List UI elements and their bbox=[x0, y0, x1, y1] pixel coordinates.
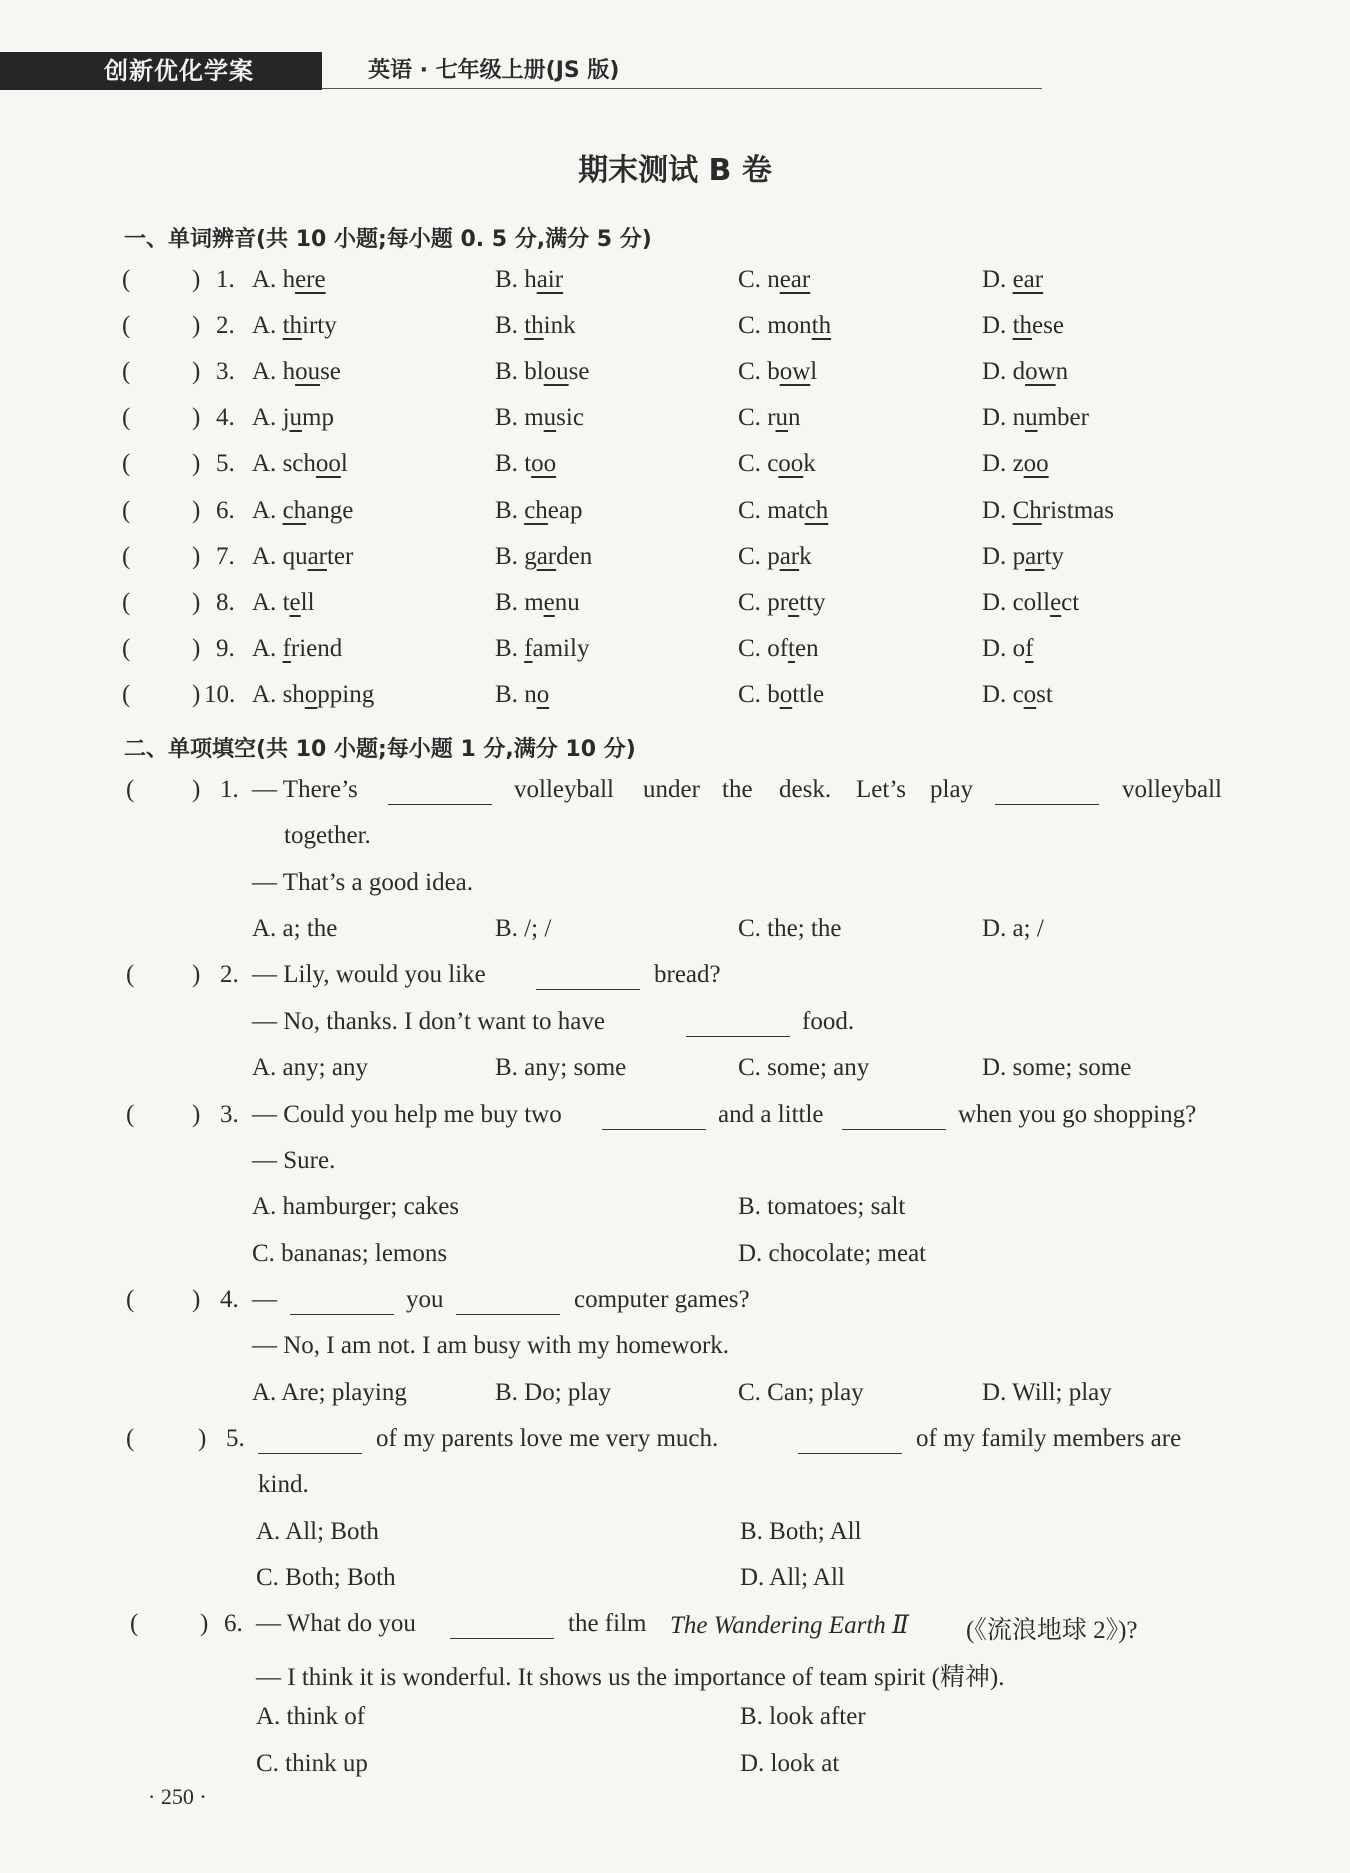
option-b[interactable] bbox=[495, 635, 589, 663]
underlined-letters: ou bbox=[295, 358, 321, 386]
option-letter: C. bbox=[738, 358, 768, 386]
option-d[interactable] bbox=[982, 404, 1089, 432]
option-letter: A. bbox=[252, 450, 283, 478]
underlined-letters: ar bbox=[536, 542, 557, 570]
underlined-letters: oo bbox=[778, 450, 804, 478]
answer-paren-open[interactable]: ( bbox=[122, 450, 131, 478]
underlined-letters: ch bbox=[804, 496, 829, 524]
option-b[interactable]: B. look after bbox=[740, 1703, 866, 1730]
option-d[interactable]: D. Will; play bbox=[982, 1379, 1112, 1406]
option-c[interactable] bbox=[738, 312, 831, 340]
option-c[interactable] bbox=[738, 358, 817, 386]
answer-blank[interactable] bbox=[258, 1431, 362, 1454]
option-b[interactable]: B. any; some bbox=[495, 1054, 627, 1081]
option-word: change bbox=[282, 496, 354, 524]
answer-paren-open[interactable]: ( bbox=[122, 588, 131, 616]
option-c[interactable]: C. some; any bbox=[738, 1054, 870, 1081]
option-letter: B. bbox=[495, 496, 525, 524]
option-letter: A. bbox=[252, 634, 283, 662]
underlined-letters: ear bbox=[1012, 266, 1044, 293]
option-word: run bbox=[767, 404, 801, 432]
option-word: cook bbox=[767, 450, 816, 478]
option-d[interactable] bbox=[982, 543, 1064, 571]
option-b[interactable] bbox=[495, 543, 592, 571]
option-letter: D. bbox=[982, 358, 1013, 386]
option-b[interactable] bbox=[495, 266, 563, 294]
option-a[interactable] bbox=[252, 266, 326, 294]
option-c[interactable] bbox=[738, 497, 828, 525]
option-word: menu bbox=[524, 588, 580, 616]
option-letter: A. bbox=[252, 496, 283, 524]
option-word: cheap bbox=[524, 496, 583, 524]
answer-paren-close: ) bbox=[192, 496, 201, 524]
option-a[interactable]: A. All; Both bbox=[256, 1518, 379, 1545]
header-rule bbox=[322, 88, 1042, 89]
question-number: 2. bbox=[216, 312, 235, 340]
question-number: 7. bbox=[216, 542, 235, 570]
option-letter: A. bbox=[252, 312, 283, 340]
page-title: 期末测试 B 卷 bbox=[578, 153, 772, 188]
option-word: garden bbox=[524, 542, 593, 570]
question-number: 9. bbox=[216, 634, 235, 662]
option-c[interactable]: C. think up bbox=[256, 1750, 368, 1777]
underlined-letters: ow bbox=[779, 358, 811, 386]
question-number: 3. bbox=[216, 358, 235, 386]
underlined-letters: th bbox=[524, 312, 544, 340]
question-number: 1. bbox=[216, 266, 235, 293]
option-b[interactable] bbox=[495, 312, 576, 340]
question-number: 4. bbox=[216, 404, 235, 432]
option-d[interactable]: D. chocolate; meat bbox=[738, 1240, 927, 1267]
option-letter: C. bbox=[738, 450, 768, 478]
underlined-letters: ch bbox=[524, 496, 548, 524]
option-word: bottle bbox=[767, 680, 825, 708]
page-header bbox=[0, 52, 1350, 90]
option-c[interactable] bbox=[738, 589, 826, 617]
underlined-letters: th bbox=[811, 312, 832, 340]
option-d[interactable] bbox=[982, 266, 1043, 294]
option-a[interactable] bbox=[252, 635, 342, 663]
option-word: blouse bbox=[524, 358, 590, 386]
answer-paren-close: ) bbox=[192, 680, 201, 708]
question-number: 10. bbox=[204, 680, 236, 708]
page-number: · 250 · bbox=[148, 1784, 207, 1809]
option-word: family bbox=[524, 634, 590, 662]
underlined-letters: o bbox=[1023, 680, 1037, 708]
option-word: of bbox=[1012, 634, 1034, 662]
option-c[interactable]: C. bananas; lemons bbox=[252, 1240, 448, 1267]
option-b[interactable]: B. Do; play bbox=[495, 1379, 611, 1406]
option-letter: A. bbox=[252, 404, 283, 432]
option-letter: C. bbox=[738, 542, 768, 570]
option-b[interactable]: B. Both; All bbox=[740, 1518, 862, 1545]
option-letter: D. bbox=[982, 266, 1013, 293]
option-word: party bbox=[1012, 542, 1064, 570]
option-word: school bbox=[282, 450, 348, 478]
option-letter: B. bbox=[495, 588, 525, 616]
option-word: shopping bbox=[282, 680, 375, 708]
answer-blank[interactable] bbox=[450, 1616, 554, 1639]
option-word: no bbox=[524, 680, 550, 708]
option-a[interactable] bbox=[252, 450, 348, 478]
option-word: tell bbox=[282, 588, 315, 616]
answer-blank[interactable] bbox=[456, 1292, 560, 1315]
answer-paren-open[interactable]: ( bbox=[122, 404, 131, 432]
option-d[interactable]: D. look at bbox=[740, 1750, 840, 1777]
underlined-letters: th bbox=[282, 312, 303, 340]
underlined-letters: oo bbox=[531, 450, 557, 478]
option-c[interactable] bbox=[738, 266, 810, 294]
option-letter: D. bbox=[982, 680, 1013, 708]
option-b[interactable] bbox=[495, 589, 580, 617]
question-number: 6. bbox=[216, 496, 235, 524]
option-letter: D. bbox=[982, 496, 1013, 524]
option-a[interactable] bbox=[252, 497, 353, 525]
underlined-letters: ch bbox=[282, 496, 307, 524]
option-letter: C. bbox=[738, 634, 768, 662]
option-letter: C. bbox=[738, 588, 768, 616]
answer-paren-close: ) bbox=[192, 588, 201, 616]
option-letter: B. bbox=[495, 358, 525, 386]
option-letter: A. bbox=[252, 588, 283, 616]
answer-blank[interactable] bbox=[536, 967, 640, 990]
answer-paren-close: ) bbox=[192, 266, 201, 293]
section-1-heading: 一、单词辨音(共 10 小题;每小题 0. 5 分,满分 5 分) bbox=[124, 227, 652, 252]
option-word: Christmas bbox=[1012, 496, 1114, 524]
answer-blank[interactable] bbox=[686, 1014, 790, 1037]
option-c[interactable]: C. the; the bbox=[738, 915, 842, 942]
underlined-letters: f bbox=[282, 634, 291, 662]
subject-title: 英语 · 七年级上册(JS 版) bbox=[368, 58, 620, 83]
option-letter: C. bbox=[738, 266, 768, 293]
answer-paren-open[interactable]: ( bbox=[122, 266, 131, 293]
option-letter: A. bbox=[252, 358, 283, 386]
underlined-letters: u bbox=[289, 404, 303, 432]
question-number: 8. bbox=[216, 588, 235, 616]
underlined-letters: ar bbox=[1025, 542, 1045, 570]
option-c[interactable] bbox=[738, 450, 816, 478]
option-d[interactable] bbox=[982, 497, 1114, 525]
option-a[interactable]: A. Are; playing bbox=[252, 1379, 407, 1406]
option-c[interactable] bbox=[738, 543, 812, 571]
answer-paren-close: ) bbox=[192, 404, 201, 432]
underlined-letters: ow bbox=[1025, 358, 1056, 386]
option-word: cost bbox=[1012, 680, 1053, 708]
underlined-letters: ar bbox=[779, 542, 800, 570]
underlined-letters: o bbox=[779, 680, 793, 708]
question-number: 5. bbox=[216, 450, 235, 478]
answer-paren-open[interactable]: ( bbox=[122, 680, 131, 708]
option-word: bowl bbox=[767, 358, 818, 386]
option-a[interactable] bbox=[252, 681, 374, 709]
option-b[interactable] bbox=[495, 404, 584, 432]
answer-blank[interactable] bbox=[290, 1292, 394, 1315]
underlined-letters: f bbox=[1025, 634, 1034, 662]
underlined-letters: ou bbox=[543, 358, 569, 386]
film-title: The Wandering Earth Ⅱ bbox=[670, 1612, 909, 1639]
option-word: music bbox=[524, 404, 584, 432]
answer-paren-open[interactable]: ( bbox=[122, 634, 131, 662]
underlined-letters: ear bbox=[779, 266, 811, 293]
option-d[interactable] bbox=[982, 358, 1068, 386]
underlined-letters: o bbox=[536, 680, 550, 708]
option-letter: D. bbox=[982, 312, 1013, 340]
option-letter: A. bbox=[252, 542, 283, 570]
answer-paren-close: ) bbox=[192, 542, 201, 570]
underlined-letters: f bbox=[524, 634, 533, 662]
answer-blank[interactable] bbox=[995, 782, 1099, 805]
option-word: zoo bbox=[1012, 450, 1049, 478]
option-c[interactable] bbox=[738, 635, 819, 663]
option-d[interactable] bbox=[982, 312, 1064, 340]
brand-banner: 创新优化学案 bbox=[0, 52, 322, 90]
option-letter: B. bbox=[495, 542, 525, 570]
option-letter: B. bbox=[495, 680, 525, 708]
option-c[interactable] bbox=[738, 681, 824, 709]
option-b[interactable]: B. /; / bbox=[495, 915, 552, 942]
option-letter: B. bbox=[495, 312, 525, 340]
underlined-letters: oo bbox=[1023, 450, 1049, 478]
exam-page: 创新优化学案 英语 · 七年级上册(JS 版) 期末测试 B 卷 一、单词辨音(共 10 小题;每小题 0. 5 分,满分 5 分) ( ) 1. A. here B. hair C. near D. ear ( ) 2. A. thirty B. think C. month D. these ( ) 3. A. house B. blouse C. bowl D. down ( ) 4. A. jump B. music C. run D. number ( ) 5. A. school B. too C. cook D. zoo ( ) 6. A. change B. cheap C. match D. Christmas ( ) 7. A. quarter B. garden C. park D. party ( ) 8. A. tell B. menu C. pretty D. collect ( ) 9. A. friend B. family C. often D. of ( ) 10. A. shopping B. no C. bottle D. cost 二、单项填空(共 10 小题;每小题 1 分,满分 10 分) ( ) 1. — There’s volleyball under the desk. Let’s play volleyball together. — That’s a good idea. A. a; the B. /; / C. the; the D. a; / ( ) 2. — Lily, would you like bread? — No, thanks. I don’t want to have food. A. any; any B. any; some C. some; any D. some; some ( ) 3. — Could you help me buy two and a little when you go shopping? — Sure. A. hamburger; cakes B. tomatoes; salt C. bananas; lemons D. chocolate; meat ( ) 4. — you computer games? — No, I am not. I am busy with my homework. A. Are; playing B. Do; play C. Can; play D. Will; play ( ) 5. of my parents love me very much. of my family members are kind. A. All; Both B. Both; All C. Both; Both D. All; All ( ) 6. — What do you the film The Wandering Earth Ⅱ (《流浪地球 2》)? — I think it is wonderful. It shows us the importance of team spirit (精神). A. think of B. look after C. think up D. look at · 250 · bbox=[0, 0, 1350, 1873]
option-word: thirty bbox=[282, 312, 337, 340]
answer-paren-close: ) bbox=[192, 358, 201, 386]
option-word: friend bbox=[282, 634, 343, 662]
option-b[interactable] bbox=[495, 358, 589, 386]
option-letter: C. bbox=[738, 680, 768, 708]
option-letter: B. bbox=[495, 266, 525, 293]
option-letter: D. bbox=[982, 404, 1013, 432]
option-word: jump bbox=[282, 404, 334, 432]
option-c[interactable]: C. Both; Both bbox=[256, 1564, 396, 1591]
option-letter: D. bbox=[982, 634, 1013, 662]
option-d[interactable] bbox=[982, 450, 1049, 478]
option-word: too bbox=[524, 450, 557, 478]
option-b[interactable]: B. tomatoes; salt bbox=[738, 1193, 906, 1220]
option-a[interactable] bbox=[252, 358, 341, 386]
answer-paren-close: ) bbox=[192, 450, 201, 478]
option-word: house bbox=[282, 358, 341, 386]
section-2-heading: 二、单项填空(共 10 小题;每小题 1 分,满分 10 分) bbox=[124, 737, 636, 762]
underlined-letters: u bbox=[1025, 404, 1038, 432]
answer-paren-open[interactable]: ( bbox=[122, 542, 131, 570]
option-b[interactable] bbox=[495, 681, 549, 709]
option-word: month bbox=[767, 312, 832, 340]
option-letter: B. bbox=[495, 404, 525, 432]
underlined-letters: Ch bbox=[1012, 496, 1042, 524]
option-b[interactable] bbox=[495, 497, 583, 525]
option-word: number bbox=[1012, 404, 1089, 432]
option-d[interactable] bbox=[982, 589, 1079, 617]
option-a[interactable]: A. hamburger; cakes bbox=[252, 1193, 460, 1220]
underlined-letters: e bbox=[788, 588, 800, 616]
option-a[interactable]: A. a; the bbox=[252, 915, 338, 942]
underlined-letters: e bbox=[543, 588, 555, 616]
option-word: hair bbox=[524, 266, 564, 293]
option-letter: C. bbox=[738, 312, 768, 340]
option-word: often bbox=[767, 634, 819, 662]
option-a[interactable] bbox=[252, 589, 315, 617]
option-d[interactable]: D. a; / bbox=[982, 915, 1044, 942]
option-a[interactable] bbox=[252, 404, 334, 432]
option-word: down bbox=[1012, 358, 1069, 386]
option-letter: B. bbox=[495, 450, 525, 478]
answer-paren-open[interactable]: ( bbox=[122, 312, 131, 340]
answer-blank[interactable] bbox=[602, 1107, 706, 1130]
underlined-letters: th bbox=[1012, 312, 1033, 340]
option-letter: B. bbox=[495, 634, 525, 662]
answer-paren-open[interactable]: ( bbox=[122, 358, 131, 386]
option-b[interactable] bbox=[495, 450, 556, 478]
underlined-letters: ere bbox=[295, 266, 326, 293]
option-d[interactable]: D. All; All bbox=[740, 1564, 845, 1591]
underlined-letters: ar bbox=[307, 542, 327, 570]
option-a[interactable]: A. any; any bbox=[252, 1054, 368, 1081]
underlined-letters: o bbox=[304, 680, 318, 708]
option-letter: A. bbox=[252, 266, 283, 293]
option-letter: D. bbox=[982, 588, 1013, 616]
option-a[interactable]: A. think of bbox=[256, 1703, 366, 1730]
answer-paren-close: ) bbox=[192, 312, 201, 340]
option-word: collect bbox=[1012, 588, 1080, 616]
option-word: here bbox=[282, 266, 326, 293]
option-d[interactable] bbox=[982, 681, 1053, 709]
option-a[interactable] bbox=[252, 543, 353, 571]
option-letter: C. bbox=[738, 496, 768, 524]
underlined-letters: u bbox=[543, 404, 557, 432]
answer-paren-close: ) bbox=[192, 634, 201, 662]
underlined-letters: e bbox=[289, 588, 301, 616]
option-word: park bbox=[767, 542, 812, 570]
answer-blank[interactable] bbox=[842, 1107, 946, 1130]
underlined-letters: e bbox=[1050, 588, 1062, 616]
option-word: pretty bbox=[767, 588, 826, 616]
answer-paren-open[interactable]: ( bbox=[122, 496, 131, 524]
option-c[interactable] bbox=[738, 404, 801, 432]
option-letter: D. bbox=[982, 450, 1013, 478]
option-word: near bbox=[767, 266, 811, 293]
option-letter: A. bbox=[252, 680, 283, 708]
option-letter: C. bbox=[738, 404, 768, 432]
option-word: these bbox=[1012, 312, 1064, 340]
option-d[interactable]: D. some; some bbox=[982, 1054, 1132, 1081]
underlined-letters: t bbox=[788, 634, 795, 662]
answer-blank[interactable] bbox=[388, 782, 492, 805]
underlined-letters: u bbox=[775, 404, 789, 432]
option-word: match bbox=[767, 496, 829, 524]
option-d[interactable] bbox=[982, 635, 1033, 663]
answer-blank[interactable] bbox=[798, 1431, 902, 1454]
option-word bbox=[1013, 266, 1044, 293]
option-a[interactable] bbox=[252, 312, 337, 340]
underlined-letters: oo bbox=[315, 450, 341, 478]
option-word: think bbox=[524, 312, 576, 340]
option-letter: D. bbox=[982, 542, 1013, 570]
underlined-letters: air bbox=[536, 266, 564, 293]
option-c[interactable]: C. Can; play bbox=[738, 1379, 864, 1406]
option-word: quarter bbox=[282, 542, 354, 570]
